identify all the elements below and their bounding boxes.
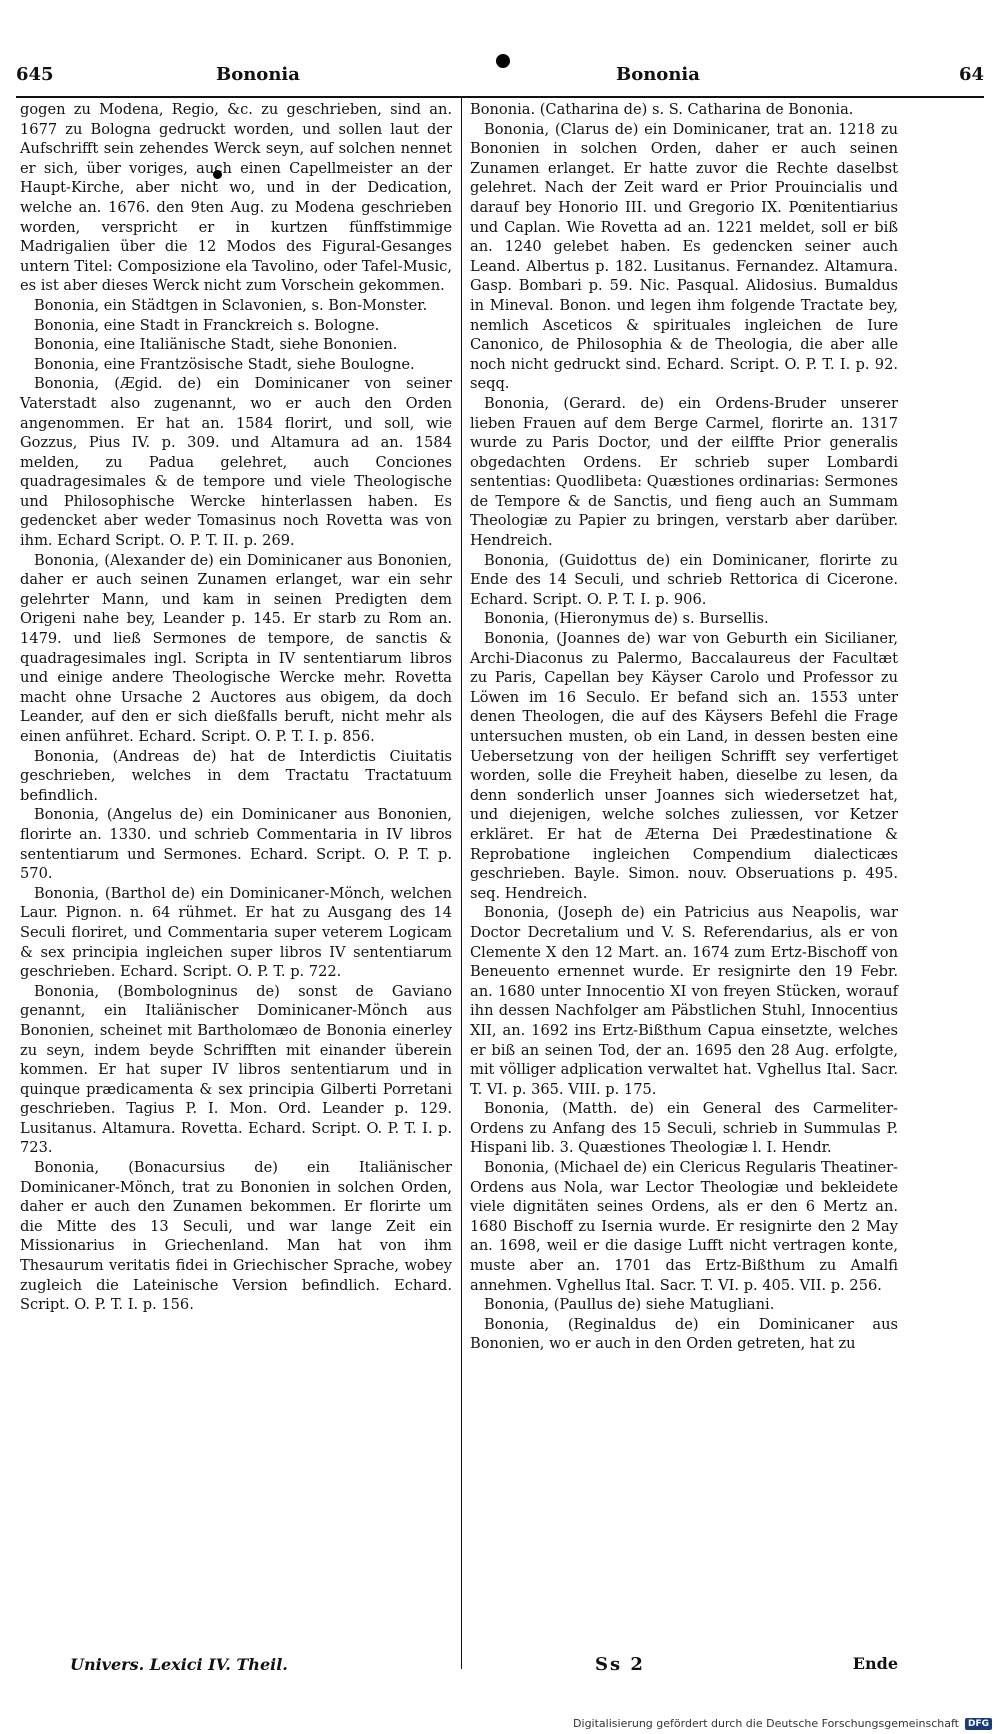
entry: Bononia, (Guidottus de) ein Dominicaner, florirte zu Ende des 14 Seculi, und schrieb Rettorica di Cicerone. Echard. Script. O. P. T. I. p. 906. [470,551,898,608]
entry: Bononia, (Paullus de) siehe Matugliani. [484,1296,775,1314]
page-header [16,60,984,98]
entry: Bononia, eine Frantzösische Stadt, siehe Boulogne. [34,355,415,373]
entry: Bononia, (Hieronymus de) s. Bursellis. [484,610,769,628]
entry: Bononia, (Andreas de) hat de Interdictis Ciuitatis geschrieben, welches in dem Tractatu Tractatuum befindlich. [20,747,452,804]
entry: Bononia, (Matth. de) ein General des Carmeliter-Ordens zu Anfang des 15 Seculi, schrieb in Summulas P. Hispani lib. 3. Quæstiones Theologiæ l. I. Hendr. [470,1100,898,1157]
entry: Bononia, (Clarus de) ein Dominicaner, trat an. 1218 zu Bononien in solchen Orden, daher er auch seinen Zunamen erlanget. Er hatte zuvor die Rechte daselbst gelehret. Nach der Zeit ward er Prior Prouincialis und darauf bey Honorio III. und Gregorio IX. Pœnitentiarius und Caplan. Wie Rovetta ad an. 1221 meldet, soll er biß an. 1240 gelebet haben. Es gedencken seiner auch Leand. Albertus p. 182. Lusitanus. Fernandez. Altamura. Gasp. Bombari p. 59. Nic. Pasqual. Alidosius. Bumaldus in Mineval. Bonon. und legen ihm folgende Tractate bey, nemlich Asceticos & spirituales ingleichen de Iure Canonico, de Philosophia & de Theologia, die aber alle noch nicht gedruckt sind. Echard. Script. O. P. T. I. p. 92. seqq. [470,120,898,393]
entry: gogen zu Modena, Regio, &c. zu geschrieben, sind an. 1677 zu Bologna gedruckt worden, und sollen laut der Aufschrifft sein zehendes Werck seyn, auf solchen nennet er sich, über voriges, auch einen Capellmeister an der Haupt-Kirche, aber nicht wo, und in der Dedication, welche an. 1676. den 9ten Aug. zu Modena geschrieben worden, verspricht er in kurtzen fünffstimmige Madrigalien über die 12 Modos des Figural-Gesanges untern Titel: Composizione ela Tavolino, oder Tafel-Music, es ist aber dieses Werck nicht zum Vorschein gekommen. [20,101,452,295]
entry: Bononia, (Gerard. de) ein Ordens-Bruder unserer lieben Frauen auf dem Berge Carmel, florirte an. 1317 wurde zu Paris Doctor, und der eilffte Prior generalis obgedachten Ordens. Er schrieb super Lombardi sententias: Quodlibeta: Quæstiones ordinarias: Sermones de Tempore & de Sanctis, und fieng auch an Summam Theologiæ zu Papier zu bringen, verstarb aber darüber. Hendreich. [470,394,898,550]
right-column [470,100,898,1354]
entry: Bononia, (Joannes de) war von Geburth ein Sicilianer, Archi-Diaconus zu Palermo, Baccalaureus der Facultæt zu Paris, Capellan bey Käyser Carolo und Professor zu Löwen im 16 Seculo. Er befand sich an. 1553 unter denen Theologen, die auf des Käysers Befehl die Frage untersuchen musten, ob ein Land, in dessen besten eine Uebersetzung von der heiligen Schrifft sey verfertiget worden, solle die Freyheit haben, dieselbe zu lesen, da denn sonderlich unser Joannes sich wiedersetzet hat, und diejenigen, welche solches zuliessen, vor Ketzer erkläret. Er hat de Æterna Dei Prædestinatione & Reprobatione ingleichen Compendium dialecticæs geschrieben. Bayle. Simon. nouv. Obseruations p. 495. seq. Hendreich. [470,630,898,902]
entry: Bononia, (Joseph de) ein Patricius aus Neapolis, war Doctor Decretalium und V. S. Referendarius, als er von Clemente X den 12 Mart. an. 1674 zum Ertz-Bischoff von Beneuento ernennet wurde. Er resignirte den 19 Febr. an. 1680 unter Innocentio XI von freyen Stücken, worauf ihn dessen Nachfolger am Päbstlichen Stuhl, Innocentius XII, an. 1692 ins Ertz-Bißthum Capua einsetzte, welches er biß an seinen Tod, der an. 1695 den 28 Aug. erfolgte, mit völliger adplication verwaltet hat. Vghellus Ital. Sacr. T. VI. p. 365. VIII. p. 175. [470,904,898,1098]
running-title-left: Bononia [216,64,300,85]
page-number-right: 64 [958,64,984,85]
left-column [20,100,452,1315]
credit-text: Digitalisierung gefördert durch die Deutsche Forschungsgemeinschaft [573,1717,959,1730]
entry: Bononia, (Bombologninus de) sonst de Gaviano genannt, ein Italiänischer Dominicaner-Mönch aus Bononien, scheinet mit Bartholomæo de Bononia einerley zu seyn, indem beyde Schrifften mit einander überein kommen. Er hat super IV libros sententiarum und in quinque prædicamenta & sex principia Gilberti Porretani geschrieben. Tagius P. I. Mon. Ord. Leander p. 129. Lusitanus. Altamura. Rovetta. Echard. Script. O. P. T. I. p. 723. [20,982,452,1157]
entry: Bononia, eine Italiänische Stadt, siehe Bononien. [34,336,398,354]
dfg-logo: DFG [965,1718,992,1730]
column-divider [461,96,462,1669]
entry: Bononia. (Catharina de) s. S. Catharina de Bononia. [470,101,854,118]
entry: Bononia, (Reginaldus de) ein Dominicaner aus Bononien, wo er auch in den Orden getreten, hat zu [470,1315,898,1353]
digitization-credit [573,1717,992,1730]
entry: Bononia, (Alexander de) ein Dominicaner aus Bononien, daher er auch seinen Zunamen erlanget, war ein sehr gelehrter Mann, und kam in seinen Predigten dem Origeni nahe bey, Leander p. 145. Er starb zu Rom an. 1479. und ließ Sermones de tempore, de sanctis & quadragesimales ingl. Scripta in IV sententiarum libros und einige andere Theologische Wercke mehr. Rovetta macht ohne Ursache 2 Auctores aus obigem, da doch Leander, auf den er sich dießfalls beruft, nicht mehr als einen anführet. Echard. Script. O. P. T. I. p. 856. [20,551,452,745]
entry: Bononia, (Bonacursius de) ein Italiänischer Dominicaner-Mönch, trat zu Bononien in solchen Orden, daher er auch den Zunamen bekommen. Er florirte um die Mitte des 13 Seculi, und war lange Zeit ein Missionarius in Griechenland. Man hat von ihm Thesaurum veritatis fidei in Griechischer Sprache, wobey zugleich die Lateinische Version befindlich. Echard. Script. O. P. T. I. p. 156. [20,1159,452,1314]
entry: Bononia, (Michael de) ein Clericus Regularis Theatiner-Ordens aus Nola, war Lector Theologiæ und bekleidete viele dignitäten seines Ordens, als er den 6 Mertz an. 1680 Bischoff zu Isernia wurde. Er resignirte den 2 May an. 1698, weil er die dasige Lufft nicht vertragen konte, muste aber an. 1701 das Ertz-Bißthum zu Amalfi annehmen. Vghellus Ital. Sacr. T. VI. p. 405. VII. p. 256. [470,1159,898,1294]
running-title-right: Bononia [616,64,700,85]
entry: Bononia, (Barthol de) ein Dominicaner-Mönch, welchen Laur. Pignon. n. 64 rühmet. Er hat zu Ausgang des 14 Seculi floriret, und Commentaria super veterem Logicam & sex principia ingleichen super libros IV sententiarum geschrieben. Echard. Script. O. P. T. p. 722. [20,884,452,981]
volume-footer: Univers. Lexici IV. Theil. [70,1655,288,1674]
entry: Bononia, (Angelus de) ein Dominicaner aus Bononien, florirte an. 1330. und schrieb Commentaria in IV libros sententiarum und Sermones. Echard. Script. O. P. T. p. 570. [20,806,452,883]
entry: Bononia, ein Städtgen in Sclavonien, s. Bon-Monster. [34,296,428,314]
catchword: Ende [852,1654,898,1673]
entry: Bononia, eine Stadt in Franckreich s. Bologne. [34,316,380,334]
entry: Bononia, (Ægid. de) ein Dominicaner von seiner Vaterstadt also zugenannt, wo er auch den Orden angenommen. Er hat an. 1584 florirt, und soll, wie Gozzus, Pius IV. p. 309. und Altamura ad an. 1584 melden, zu Padua gelehret, auch Conciones quadragesimales & de tempore und viele Theologische und Philosophische Wercke hinterlassen haben. Es gedencket aber weder Tomasinus noch Rovetta was von ihm. Echard Script. O. P. T. II. p. 269. [20,375,452,550]
signature-mark: Ss 2 [595,1654,645,1675]
page-number-left: 645 [16,64,54,85]
